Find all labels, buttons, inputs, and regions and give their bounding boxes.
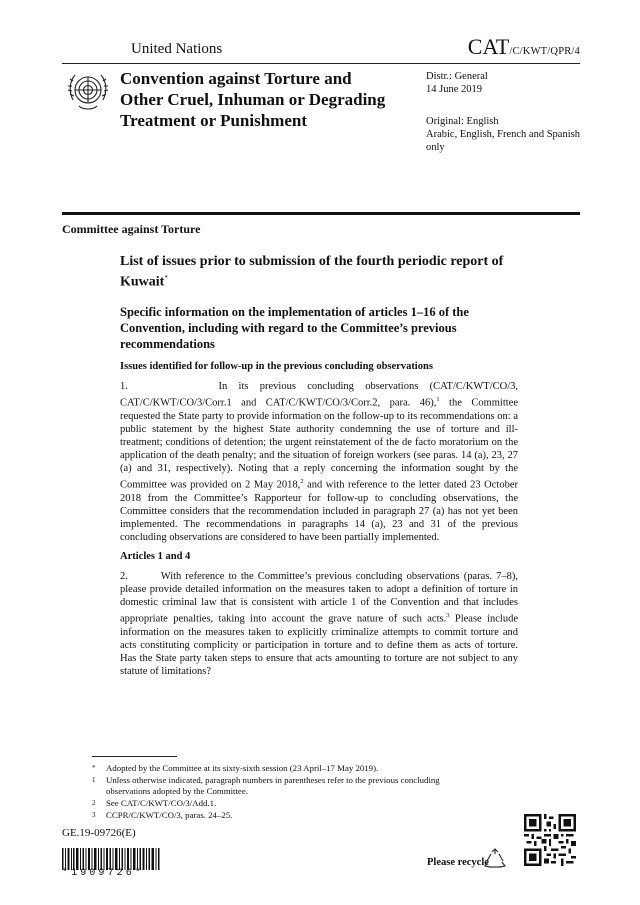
document-symbol — [468, 34, 580, 60]
barcode-icon — [62, 848, 160, 870]
paragraph-2: 2. With reference to the Committee’s previous concluding observations (paras. 7–8), please provide detailed information on the measures taken to adopt a definition of torture in domestic criminal law that is consistent with article 1 of the Convention and that includes appropriate penalties, taking into account the grave nature of such acts.$^3$ Please include information on the measures taken to explicitly criminalize attempts to commit torture and acts constituting complicity or participation in torture and to define them as acts of torture. Has the State party taken steps to ensure that acts amounting to torture are not subject to any statute of limitations? — [120, 571, 519, 678]
un-emblem-icon — [63, 66, 113, 116]
footnote-mark: 2 — [92, 799, 96, 807]
footnote-separator — [92, 756, 177, 757]
issue-date: 14 June 2019 — [426, 84, 482, 95]
footnote-mark: 3 — [92, 811, 96, 819]
recycle-icon — [484, 848, 506, 870]
footnote — [92, 810, 492, 821]
footnote — [92, 763, 492, 774]
footnote-text: See CAT/C/KWT/CO/3/Add.1. — [106, 798, 217, 808]
qr-code-icon — [524, 814, 576, 866]
footnote-text: Adopted by the Committee at its sixty-sixth session (23 April–17 May 2019). — [106, 763, 379, 773]
paragraph-1: 1. In its previous concluding observations (CAT/C/KWT/CO/3, CAT/C/KWT/CO/3/Corr.1 and CAT/C/KWT/CO/3/Corr.2, para. 46),$^1$ the Committee requested the State party to provide information on the follow-up to its recommendations on: a public statement by the highest State authority condemning the use of torture and ill-treatment; conditions of detention; the urgent reinstatement of the de facto moratorium on the application of the death penalty; and the situation of foreign workers (see paras. 14 (a), 23, 27 (a) and 31, respectively). Noting that a reply concerning the information sought by the Committee was provided on 2 May 2018,$^2$ and with reference to the letter dated 23 October 2018 from the Committee’s Rapporteur for follow-up to concluding observations, the Committee considers that the recommendation included in paragraph 27 (a) has not yet been implemented. The recommendations in paragraphs 14 (a), 23 and 31 of the previous concluding observations are considered to have been partially implemented. — [120, 381, 518, 544]
barcode-number: *1909726* — [62, 868, 144, 879]
document-heading — [120, 253, 510, 291]
footnote-mark: 1 — [92, 776, 96, 784]
footnote-text: CCPR/C/KWT/CO/3, paras. 24–25. — [106, 810, 233, 820]
symbol-sub: /C/KWT/QPR/4 — [509, 46, 580, 57]
heading-footnote-mark: * — [164, 274, 168, 282]
footnote-ref[interactable]: 2 — [300, 478, 304, 486]
footnote — [92, 798, 492, 809]
symbol-main: CAT — [467, 34, 510, 59]
distribution-block — [426, 70, 488, 96]
language-block — [426, 115, 596, 154]
document-number: GE.19-09726(E) — [62, 827, 136, 839]
document-heading-text: List of issues prior to submission of the fourth periodic report of Kuwait — [120, 254, 504, 290]
original-language: Original: English — [426, 116, 499, 127]
convention-title: Convention against Torture and Other Cruel, Inhuman or Degrading Treatment or Punishment — [120, 69, 386, 130]
paragraph-number: 2. — [120, 571, 128, 582]
articles-heading: Articles 1 and 4 — [120, 551, 191, 562]
footnote — [92, 775, 492, 797]
footnote-ref[interactable]: 3 — [446, 612, 450, 620]
section-heading: Specific information on the implementation of articles 1–16 of the Convention, including with regard to the Committee’s previous recommendations — [120, 305, 469, 351]
distribution: Distr.: General — [426, 71, 488, 82]
subsection-heading: Issues identified for follow-up in the previous concluding observations — [120, 361, 433, 372]
header-rule — [62, 63, 580, 64]
footnote-text: Unless otherwise indicated, paragraph numbers in parentheses refer to the previous concluding observations adopted by the Committee. — [106, 775, 440, 796]
title-rule — [62, 212, 580, 215]
committee-name: Committee against Torture — [62, 222, 201, 236]
footnote-mark: * — [92, 764, 96, 772]
languages: Arabic, English, French and Spanish only — [426, 129, 580, 153]
paragraph-number: 1. — [120, 381, 128, 392]
recycle-notice: Please recycle — [427, 857, 489, 868]
organization-name: United Nations — [131, 41, 223, 57]
footnote-ref[interactable]: 1 — [436, 396, 440, 404]
